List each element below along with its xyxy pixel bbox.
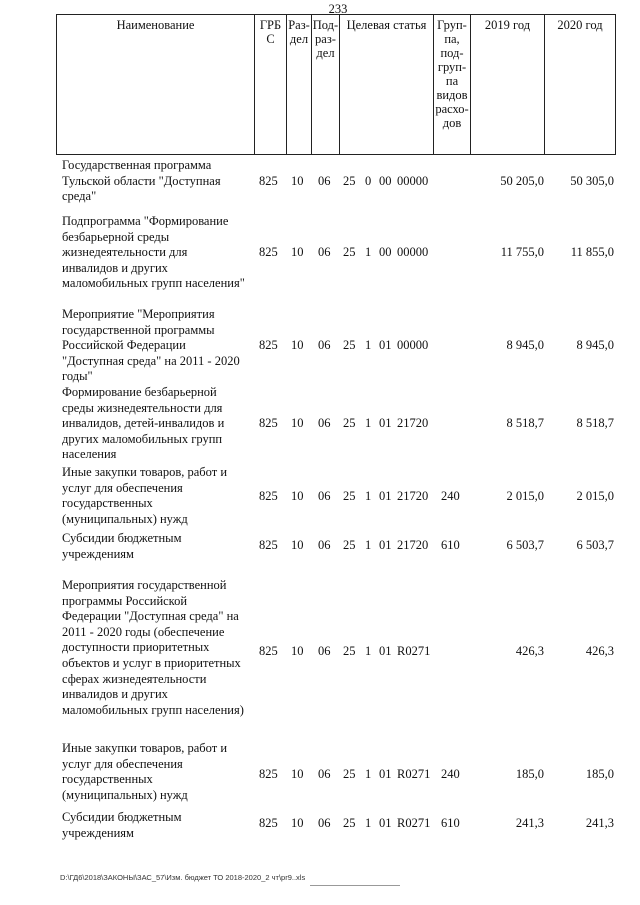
row-cell-t3: 00: [379, 245, 392, 259]
row-cell-y2020: 241,3: [585, 816, 614, 830]
row-cell-y2020: 6 503,7: [576, 538, 614, 552]
row-cell-grbs: 825: [259, 767, 278, 781]
row-cell-razdel: 10: [291, 245, 304, 259]
row-cell-y2020: 50 305,0: [570, 174, 614, 188]
row-cell-t2: 1: [365, 338, 372, 352]
row-cell-grbs: 825: [259, 245, 278, 259]
row-cell-t1: 25: [343, 767, 356, 781]
row-cell-t2: 1: [365, 416, 372, 430]
row-cell-t2: 0: [365, 174, 372, 188]
row-cell-t2: 1: [365, 816, 372, 830]
header-razdel: Раз- дел: [287, 15, 312, 154]
row-name: Субсидии бюджетным учреждениям: [62, 531, 182, 561]
row-cell-t1: 25: [343, 416, 356, 430]
header-name: Наименование: [57, 15, 255, 154]
row-cell-t2: 1: [365, 489, 372, 503]
row-cell-t4: 21720: [397, 489, 429, 503]
row-cell-razdel: 10: [291, 816, 304, 830]
row-cell-podrazdel: 06: [318, 644, 331, 658]
row-name: Формирование безбарьерной среды жизнедеятельности для инвалидов, детей-инвалидов и других маломобильных групп населения: [62, 385, 225, 462]
row-cell-t4: 21720: [397, 416, 429, 430]
row-cell-t1: 25: [343, 174, 356, 188]
row-cell-podrazdel: 06: [318, 338, 331, 352]
footer-divider: [310, 885, 400, 886]
row-cell-group: 240: [441, 489, 460, 503]
row-cell-t2: 1: [365, 644, 372, 658]
row-cell-y2020: 8 945,0: [576, 338, 614, 352]
page-number: 233: [328, 2, 348, 16]
row-cell-razdel: 10: [291, 338, 304, 352]
row-cell-grbs: 825: [259, 538, 278, 552]
row-name: Субсидии бюджетным учреждениям: [62, 810, 182, 840]
row-name: Иные закупки товаров, работ и услуг для обеспечения государственных (муниципальных) нужд: [62, 741, 228, 802]
row-cell-t3: 01: [379, 644, 392, 658]
row-cell-podrazdel: 06: [318, 489, 331, 503]
row-cell-y2019: 241,3: [515, 816, 544, 830]
row-name: Подпрограмма "Формирование безбарьерной среды жизнедеятельности для инвалидов и других маломобильных групп населения": [62, 214, 245, 291]
row-cell-t1: 25: [343, 816, 356, 830]
row-cell-grbs: 825: [259, 338, 278, 352]
row-cell-y2019: 8 945,0: [506, 338, 544, 352]
row-cell-grbs: 825: [259, 816, 278, 830]
row-cell-podrazdel: 06: [318, 174, 331, 188]
row-cell-razdel: 10: [291, 489, 304, 503]
row-cell-t2: 1: [365, 767, 372, 781]
header-target-article: Целевая статья: [340, 15, 434, 154]
row-cell-razdel: 10: [291, 174, 304, 188]
row-cell-t3: 01: [379, 767, 392, 781]
row-cell-y2020: 426,3: [585, 644, 614, 658]
row-cell-podrazdel: 06: [318, 245, 331, 259]
file-path-footer: D:\ГД6\2018\ЗАКОНЫ\ЗАС_57\Изм. бюджет ТО 2018-2020_2 чт\pr9..xls: [60, 873, 306, 882]
row-cell-y2019: 11 755,0: [500, 245, 544, 259]
row-cell-t3: 00: [379, 174, 392, 188]
row-cell-group: 240: [441, 767, 460, 781]
row-cell-t3: 01: [379, 538, 392, 552]
row-cell-grbs: 825: [259, 174, 278, 188]
row-cell-podrazdel: 06: [318, 538, 331, 552]
row-cell-t1: 25: [343, 338, 356, 352]
row-cell-t1: 25: [343, 644, 356, 658]
row-cell-y2019: 6 503,7: [506, 538, 544, 552]
row-cell-t4: 00000: [397, 338, 429, 352]
row-cell-t4: R0271: [397, 644, 431, 658]
row-cell-group: 610: [441, 816, 460, 830]
header-expense-group: Груп- па, под- груп- па видов расхо- дов: [434, 15, 471, 154]
header-podrazdel: Под- раз- дел: [312, 15, 340, 154]
row-cell-y2020: 11 855,0: [570, 245, 614, 259]
row-cell-y2019: 426,3: [515, 644, 544, 658]
row-cell-grbs: 825: [259, 489, 278, 503]
row-cell-razdel: 10: [291, 644, 304, 658]
row-cell-group: 610: [441, 538, 460, 552]
row-cell-t4: R0271: [397, 767, 431, 781]
row-cell-t2: 1: [365, 538, 372, 552]
row-cell-t2: 1: [365, 245, 372, 259]
row-name: Иные закупки товаров, работ и услуг для обеспечения государственных (муниципальных) нужд: [62, 465, 228, 526]
row-cell-t4: 00000: [397, 174, 429, 188]
row-cell-razdel: 10: [291, 767, 304, 781]
row-name: Мероприятия государственной программы Российской Федерации "Доступная среда" на 2011 - 2020 годы (обеспечение доступности приоритетных объектов и услуг в приоритетных сферах жизнедеятельности инвалидов и других маломобильных групп населения): [62, 578, 244, 717]
table-header: [56, 14, 616, 155]
row-cell-y2019: 2 015,0: [506, 489, 544, 503]
row-cell-t4: R0271: [397, 816, 431, 830]
row-cell-t4: 00000: [397, 245, 429, 259]
row-cell-y2019: 8 518,7: [506, 416, 544, 430]
row-cell-podrazdel: 06: [318, 816, 331, 830]
row-cell-t1: 25: [343, 538, 356, 552]
row-cell-t3: 01: [379, 338, 392, 352]
row-name: Мероприятие "Мероприятия государственной программы Российской Федерации "Доступная среда" на 2011 - 2020 годы": [62, 307, 240, 384]
row-cell-y2020: 185,0: [585, 767, 614, 781]
row-cell-razdel: 10: [291, 416, 304, 430]
row-cell-t4: 21720: [397, 538, 429, 552]
row-cell-t3: 01: [379, 816, 392, 830]
row-cell-y2020: 8 518,7: [576, 416, 614, 430]
header-grbs: ГРБ С: [255, 15, 287, 154]
row-cell-razdel: 10: [291, 538, 304, 552]
row-cell-podrazdel: 06: [318, 416, 331, 430]
header-year-2019: 2019 год: [471, 15, 545, 154]
row-cell-t3: 01: [379, 489, 392, 503]
row-cell-grbs: 825: [259, 416, 278, 430]
row-cell-y2019: 50 205,0: [500, 174, 544, 188]
row-cell-podrazdel: 06: [318, 767, 331, 781]
row-cell-t3: 01: [379, 416, 392, 430]
row-cell-t1: 25: [343, 489, 356, 503]
header-year-2020: 2020 год: [557, 18, 603, 32]
row-cell-y2019: 185,0: [515, 767, 544, 781]
row-name: Государственная программа Тульской области "Доступная среда": [62, 158, 221, 204]
row-cell-t1: 25: [343, 245, 356, 259]
row-cell-y2020: 2 015,0: [576, 489, 614, 503]
row-cell-grbs: 825: [259, 644, 278, 658]
